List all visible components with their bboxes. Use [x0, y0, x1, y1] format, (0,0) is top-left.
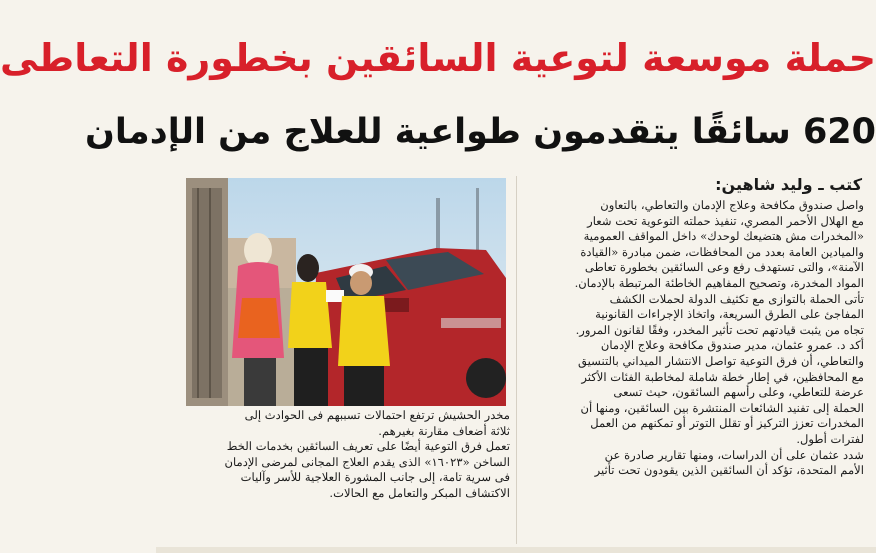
article-line: عرضة للتعاطي، وعلى رأسهم السائقون، حيث تسعى	[613, 385, 864, 400]
article-line: «المخدرات مش هتضيعك لوحدك» داخل المواقف العمومية	[583, 229, 864, 244]
article-line: الحملة إلى تفنيد الشائعات المنتشرة بين السائقين، ومنها أن	[580, 400, 864, 415]
article-line: واصل صندوق مكافحة وعلاج الإدمان والتعاطي، بالتعاون	[600, 198, 864, 212]
main-headline: حملة موسعة لتوعية السائقين بخطورة التعاطى	[0, 36, 876, 80]
article-line: تأتى الحملة بالتوازى مع تكثيف الدولة لحملات الكشف	[609, 291, 864, 306]
article-line: لفترات أطول.	[796, 431, 864, 446]
article-left-column	[170, 408, 510, 528]
page-edge	[156, 547, 876, 553]
article-line: الاكتشاف المبكر والتعامل مع الحالات.	[329, 485, 510, 500]
article-line: مع الهلال الأحمر المصري، تنفيذ حملته التوعوية تحت شعار	[587, 213, 864, 228]
article-line: فى سرية تامة، إلى جانب المشورة العلاجية للأسر وآليات	[240, 470, 510, 485]
article-line: والتعاطي، أن فرق التوعية تواصل الانتشار الميداني بالتنسيق	[578, 353, 864, 368]
photo-illustration	[186, 178, 506, 406]
article-right-column	[524, 198, 864, 548]
article-line: المخدرات تعزز التركيز أو تقلل التوتر أو تمكنهم من العمل	[590, 416, 864, 431]
sub-headline: 620 سائقًا يتقدمون طواعية للعلاج من الإدمان	[85, 112, 876, 152]
byline: كتب ـ وليد شاهين:	[715, 175, 862, 194]
article-line: مع المحافظين، في إطار خطة شاملة لمخاطبة الفئات الأكثر	[581, 369, 864, 384]
column-divider	[516, 176, 517, 544]
article-line: المواد المخدرة، وتصحيح المفاهيم الخاطئة المرتبطة بالإدمان.	[574, 275, 864, 290]
article-photo	[186, 178, 506, 406]
article-line: تجاه من يثبت قيادتهم تحت تأثير المخدر، وفقًا لقانون المرور.	[575, 322, 864, 337]
article-line: تعمل فرق التوعية أيضًا على تعريف السائقين بخدمات الخط	[226, 439, 510, 454]
article-line: والميادين العامة بعدد من المحافظات، ضمن مبادرة «القيادة	[580, 244, 864, 259]
article-line: أكد د. عمرو عثمان، مدير صندوق مكافحة وعلاج الإدمان	[600, 338, 864, 353]
article-line: الساخن «١٦٠٢٣» الذى يقدم العلاج المجانى لمرضى الإدمان	[224, 454, 510, 469]
article-line: مخدر الحشيش ترتفع احتمالات تسببهم فى الحوادث إلى	[244, 408, 510, 422]
article-line: شدد عثمان على أن الدراسات، ومنها تقارير صادرة عن	[604, 447, 864, 462]
article-line: ثلاثة أضعاف مقارنة بغيرهم.	[378, 423, 510, 438]
article-line: الأمم المتحدة، تؤكد أن السائقين الذين يقودون تحت تأثير	[594, 463, 864, 478]
article-line: الآمنة»، والتى تستهدف رفع وعى السائقين بخطورة تعاطى	[584, 260, 864, 275]
article-line: المفاجئ على الطرق السريعة، واتخاذ الإجراءات القانونية	[595, 307, 864, 322]
